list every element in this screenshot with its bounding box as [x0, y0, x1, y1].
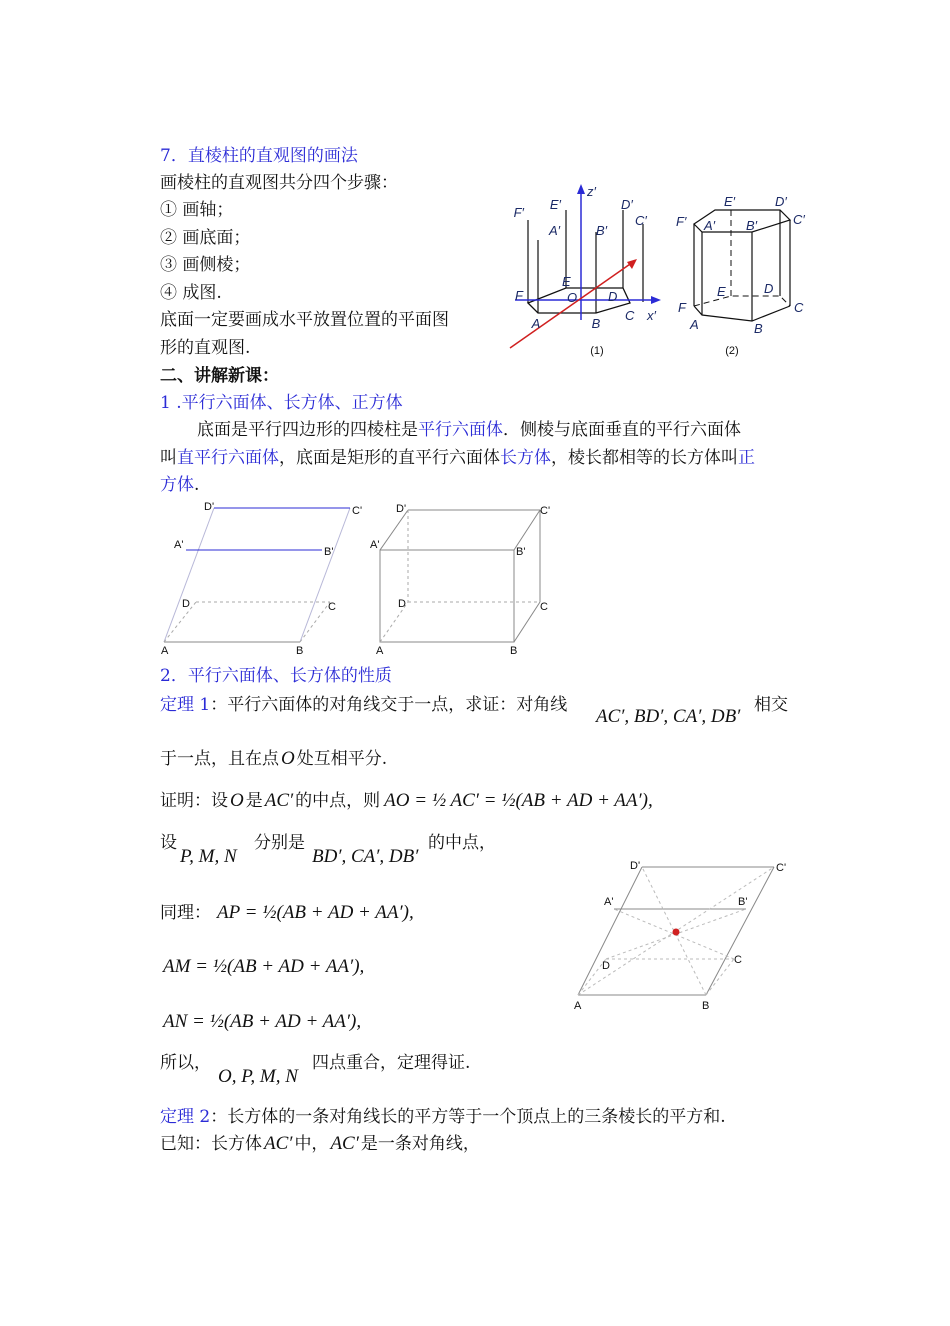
para-l1-b: ．侧棱与底面垂直的平行六面体 — [503, 420, 741, 440]
theorem-1-end: 相交 — [754, 695, 788, 715]
equation-AP: AP = ½(AB + AD + AA′), — [217, 902, 414, 923]
proof-a: 证明：设 — [160, 791, 228, 811]
prism-label-F1: F′ — [513, 205, 524, 220]
let-vars: P, M, N — [180, 846, 237, 867]
equation-AN: AN = ½(AB + AD + AA′), — [163, 1011, 362, 1032]
prism-label-B: B — [591, 316, 601, 331]
hex-prism-figure — [670, 188, 820, 365]
hex-label-A: A — [690, 317, 699, 332]
theorem-1-label: 定理 1 — [160, 695, 211, 715]
cb-label-B1: B' — [516, 546, 526, 558]
hex-label-F: F — [678, 300, 686, 315]
proof-AC: AC′ — [264, 790, 294, 811]
let-diagonals: BD′, CA′, DB′ — [312, 846, 419, 867]
cb-label-A1: A' — [370, 539, 380, 551]
term-cube-part1: 正 — [738, 448, 755, 468]
term-parallelepiped: 平行六面体 — [418, 420, 503, 440]
known-line — [160, 1133, 480, 1155]
para-l1-a: 底面是平行四边形的四棱柱是 — [197, 420, 418, 440]
prism-label-A: A — [531, 316, 541, 331]
theorem-2-text: ：长方体的一条对角线长的平方等于一个顶点上的三条棱长的平方和. — [210, 1107, 726, 1127]
term-cuboid: 长方体 — [500, 448, 551, 468]
diag-label-A1: A' — [604, 896, 614, 908]
prism-label-x: x′ — [647, 308, 656, 323]
prism-axes-figure — [505, 180, 675, 365]
para-line-1 — [197, 419, 741, 441]
para-l2-c: ，棱长都相等的长方体叫 — [551, 448, 738, 468]
theorem-2-line — [160, 1106, 726, 1128]
proof-equation: AO = ½ AC′ = ½(AB + AD + AA′), — [384, 790, 653, 811]
so-a: 所以， — [160, 1053, 211, 1073]
let-c: 的中点， — [428, 833, 496, 853]
hex-label-D: D — [764, 281, 774, 296]
known-b: 中， — [294, 1134, 329, 1154]
pp-label-C1: C' — [352, 505, 363, 517]
theorem-1-point: O — [281, 748, 295, 769]
step-1: ① 画轴； — [160, 200, 234, 220]
para-l3-end: . — [194, 475, 200, 495]
prism-label-C1: C′ — [635, 213, 647, 228]
diagonals-figure — [570, 855, 800, 1015]
section7-title: 7．直棱柱的直观图的画法 — [160, 146, 358, 166]
pp-label-D1: D' — [204, 501, 215, 513]
diag-label-A: A — [574, 1000, 582, 1012]
theorem-1-line-1 — [160, 694, 567, 716]
hex-label-C1: C′ — [793, 212, 805, 227]
hex-label-B: B — [754, 321, 763, 336]
let-a: 设 — [160, 833, 177, 853]
same-label: 同理： — [160, 903, 211, 923]
hex-label-E1: E′ — [724, 194, 736, 209]
hex-label-E: E — [717, 284, 726, 299]
hex-caption: (2) — [725, 345, 739, 357]
hex-label-F1: F′ — [676, 214, 687, 229]
cb-label-C1: C' — [540, 505, 551, 517]
cuboid-figure — [370, 500, 570, 660]
known-a: 已知：长方体 — [160, 1134, 262, 1154]
hex-label-C: C — [794, 300, 804, 315]
cb-label-B: B — [510, 645, 518, 657]
let-b: 分别是 — [254, 833, 305, 853]
theorem-1-text: ：平行六面体的对角线交于一点，求证：对角线 — [210, 695, 568, 715]
pp-label-B1: B' — [324, 546, 334, 558]
step-2: ② 画底面； — [160, 228, 251, 248]
pp-label-D: D — [182, 598, 190, 610]
prism-label-C: C — [625, 308, 635, 323]
proof-c: 的中点，则 — [295, 791, 381, 811]
pp-label-A1: A' — [174, 539, 184, 551]
diag-label-B: B — [702, 1000, 710, 1012]
term-right-parallelepiped: 直平行六面体 — [177, 448, 279, 468]
para-line-2 — [160, 447, 755, 469]
prism-label-F: F — [515, 288, 523, 303]
prism-label-A1: A′ — [549, 223, 561, 238]
hex-label-A1: A′ — [704, 218, 716, 233]
known-c: 是一条对角线， — [360, 1134, 480, 1154]
lesson-heading: 二、讲解新课： — [160, 366, 279, 386]
diag-label-C1: C' — [776, 862, 787, 874]
theorem-1-diagonals: AC′, BD′, CA′, DB′ — [596, 706, 741, 727]
subsection-2-title: 2．平行六面体、长方体的性质 — [160, 666, 392, 686]
diag-label-D: D — [602, 960, 610, 972]
cb-label-A: A — [376, 645, 384, 657]
proof-line — [160, 790, 653, 812]
equation-AM: AM = ½(AB + AD + AA′), — [163, 956, 365, 977]
proof-b: 是 — [245, 791, 263, 811]
cb-label-C: C — [540, 601, 548, 613]
diag-label-B1: B' — [738, 896, 748, 908]
hex-label-D1: D′ — [775, 194, 787, 209]
term-cube-part2: 方体 — [160, 475, 194, 495]
so-b: 四点重合，定理得证. — [312, 1053, 471, 1073]
hex-label-B1: B′ — [746, 218, 758, 233]
theorem-1-l2-a: 于一点，且在点 — [160, 749, 279, 769]
prism-label-B1: B′ — [596, 223, 608, 238]
prism-label-E1: E′ — [549, 197, 561, 212]
known-AC-2: AC′ — [330, 1133, 359, 1154]
note-line-1: 底面一定要画成水平放置位置的平面图 — [160, 310, 449, 330]
prism-label-z: z′ — [587, 184, 596, 199]
let-line — [160, 832, 177, 854]
note-line-2: 形的直观图. — [160, 338, 251, 358]
cb-label-D: D — [398, 598, 406, 610]
prism-label-E: E — [562, 274, 571, 289]
diag-label-C: C — [734, 954, 742, 966]
prism-label-O: O — [567, 290, 578, 305]
para-l2-a: 叫 — [160, 448, 177, 468]
theorem-1-line-2 — [160, 748, 387, 770]
para-line-3 — [160, 474, 199, 496]
same-line — [160, 902, 414, 924]
prism-label-D: D — [608, 289, 618, 304]
step-4: ④ 成图. — [160, 283, 222, 303]
para-l2-b: ，底面是矩形的直平行六面体 — [279, 448, 500, 468]
known-AC-1: AC′ — [264, 1133, 293, 1154]
cb-label-D1: D' — [396, 503, 407, 515]
pp-label-B: B — [296, 645, 304, 657]
pp-label-A: A — [161, 645, 169, 657]
prism-label-D1: D′ — [621, 197, 633, 212]
theorem-1-l2-b: 处互相平分. — [296, 749, 388, 769]
diag-label-D1: D' — [630, 860, 641, 872]
section7-intro: 画棱柱的直观图共分四个步骤： — [160, 173, 398, 193]
theorem-2-label: 定理 2 — [160, 1107, 211, 1127]
proof-O: O — [230, 790, 244, 811]
prism-caption: (1) — [590, 345, 604, 357]
pp-label-C: C — [328, 601, 336, 613]
so-points: O, P, M, N — [218, 1066, 298, 1087]
parallelepiped-figure — [160, 500, 363, 660]
step-3: ③ 画侧棱； — [160, 255, 251, 275]
subsection-1-title: 1 .平行六面体、长方体、正方体 — [160, 393, 403, 413]
